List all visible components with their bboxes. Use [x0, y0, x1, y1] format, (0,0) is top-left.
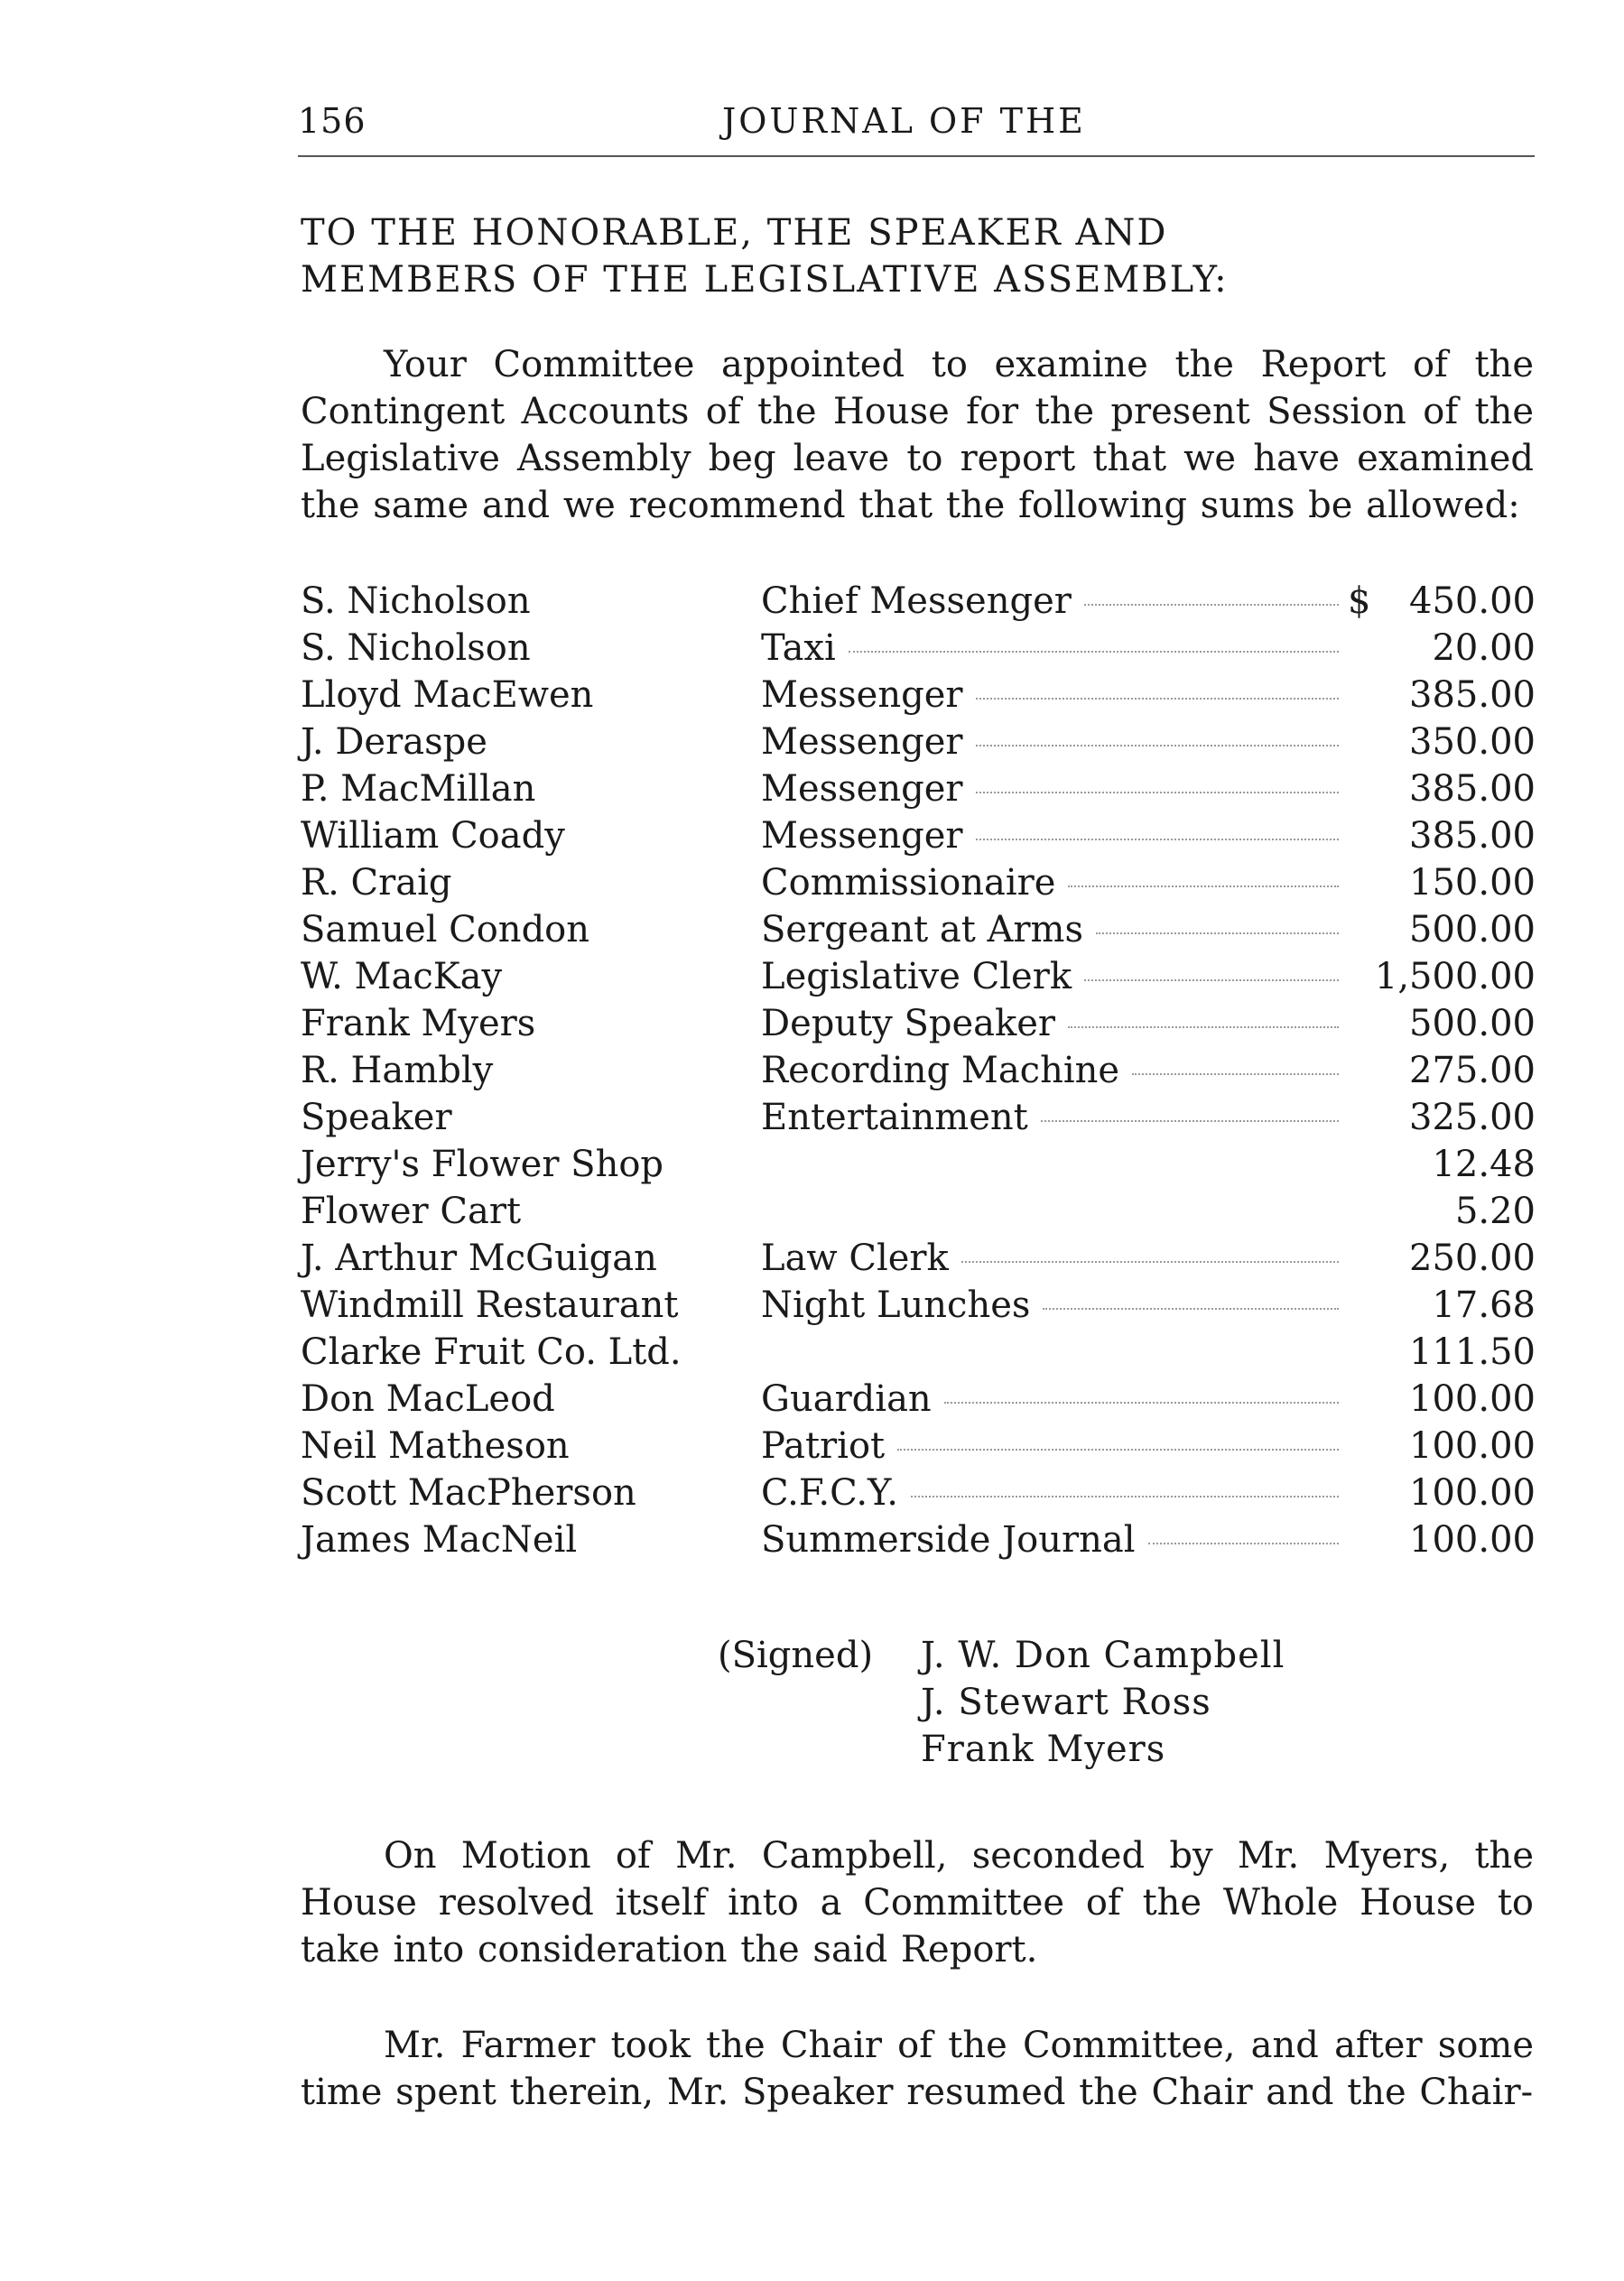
account-payee: Scott MacPherson — [301, 1472, 636, 1514]
dot-leader — [1148, 1543, 1339, 1544]
account-description-text: Deputy Speaker — [761, 1003, 1056, 1044]
account-amount: 250.00 — [1409, 1238, 1536, 1279]
account-payee: Flower Cart — [301, 1191, 522, 1232]
account-description-text: Night Lunches — [761, 1284, 1031, 1326]
account-amount: 5.20 — [1454, 1191, 1536, 1232]
dot-leader — [976, 792, 1339, 793]
account-payee: J. Arthur McGuigan — [301, 1238, 657, 1279]
account-row — [301, 1423, 1536, 1470]
account-amount: 275.00 — [1409, 1050, 1536, 1091]
dot-leader — [849, 651, 1339, 653]
account-payee: S. Nicholson — [301, 627, 531, 669]
account-amount: 500.00 — [1409, 909, 1536, 950]
signatories — [921, 1632, 1285, 1773]
account-description-text: Guardian — [761, 1378, 932, 1420]
address-heading — [301, 209, 1528, 303]
running-title: JOURNAL OF THE — [722, 101, 1086, 141]
account-description — [761, 672, 1339, 719]
account-description-text: C.F.C.Y. — [761, 1472, 898, 1514]
signed-label: (Signed) — [718, 1635, 874, 1676]
dot-leader — [1068, 886, 1339, 887]
dot-leader — [1096, 932, 1339, 934]
dot-leader — [961, 1261, 1339, 1263]
account-amount: 150.00 — [1409, 862, 1536, 904]
account-description — [761, 1423, 1339, 1470]
dot-leader — [944, 1402, 1339, 1404]
account-description-text: Legislative Clerk — [761, 956, 1072, 997]
signatory: J. Stewart Ross — [921, 1682, 1211, 1723]
account-row — [301, 1470, 1536, 1516]
currency-symbol: $ — [1348, 580, 1371, 622]
account-amount: 1,500.00 — [1374, 956, 1536, 997]
account-payee: S. Nicholson — [301, 580, 531, 622]
motion-paragraph: On Motion of Mr. Campbell, seconded by Mr. Myers, the House resolved itself into a Committee of the Whole House to take into consideration the said Report. — [301, 1835, 1534, 1970]
account-payee: Jerry's Flower Shop — [301, 1144, 664, 1185]
account-description — [761, 812, 1339, 859]
account-description — [761, 1235, 1339, 1282]
account-row — [301, 953, 1536, 1000]
account-row — [301, 672, 1536, 719]
account-description — [761, 578, 1339, 625]
dot-leader — [976, 839, 1339, 840]
account-description-text: Messenger — [761, 674, 963, 716]
account-row — [301, 1516, 1536, 1563]
account-amount: 350.00 — [1409, 721, 1536, 763]
account-description — [761, 1282, 1339, 1329]
account-description-text: Taxi — [761, 627, 836, 669]
signatory: J. W. Don Campbell — [921, 1635, 1285, 1676]
account-row — [301, 625, 1536, 672]
account-amount: 12.48 — [1432, 1144, 1536, 1185]
dot-leader — [1043, 1308, 1339, 1310]
account-payee: P. MacMillan — [301, 768, 536, 810]
account-row — [301, 1376, 1536, 1423]
account-payee: William Coady — [301, 815, 565, 857]
account-description — [761, 719, 1339, 765]
account-payee: J. Deraspe — [301, 721, 487, 763]
account-description-text: Messenger — [761, 721, 963, 763]
intro-paragraph: Your Committee appointed to examine the Report of the Contingent Accounts of the House for the present Session of the Legislative Assembly beg leave to report that we have examined the same and we recommend that the following sums be allowed: — [301, 344, 1534, 526]
account-payee: Frank Myers — [301, 1003, 536, 1044]
account-row — [301, 765, 1536, 812]
account-amount: 450.00 — [1409, 580, 1536, 622]
account-description — [761, 1376, 1339, 1423]
account-description-text: Messenger — [761, 768, 963, 810]
account-payee: Windmill Restaurant — [301, 1284, 679, 1326]
account-amount: 385.00 — [1409, 768, 1536, 810]
account-description-text: Chief Messenger — [761, 580, 1072, 622]
dot-leader — [1084, 979, 1339, 981]
chair-paragraph: Mr. Farmer took the Chair of the Committee, and after some time spent therein, Mr. Speaker resumed the Chair and the Chair- — [301, 2025, 1534, 2113]
account-amount: 385.00 — [1409, 674, 1536, 716]
account-payee: Speaker — [301, 1097, 452, 1138]
account-description-text: Entertainment — [761, 1097, 1028, 1138]
account-payee: Neil Matheson — [301, 1425, 570, 1467]
account-payee: R. Craig — [301, 862, 452, 904]
account-row — [301, 1141, 1536, 1188]
dot-leader — [897, 1449, 1339, 1451]
account-amount: 111.50 — [1409, 1331, 1536, 1373]
account-amount: 100.00 — [1409, 1472, 1536, 1514]
header-rule — [298, 155, 1535, 157]
dot-leader — [911, 1496, 1339, 1497]
account-description-text: Law Clerk — [761, 1238, 949, 1279]
address-line-1: TO THE HONORABLE, THE SPEAKER AND — [301, 212, 1168, 254]
account-payee: Clarke Fruit Co. Ltd. — [301, 1331, 682, 1373]
dot-leader — [1041, 1120, 1339, 1122]
running-head — [298, 101, 1535, 155]
account-description-text: Sergeant at Arms — [761, 909, 1083, 950]
page-number: 156 — [298, 101, 367, 141]
account-row — [301, 812, 1536, 859]
dot-leader — [976, 745, 1339, 746]
dot-leader — [1084, 604, 1339, 606]
account-amount: 500.00 — [1409, 1003, 1536, 1044]
account-description-text: Summerside Journal — [761, 1519, 1136, 1561]
account-description — [761, 625, 1339, 672]
account-row — [301, 1235, 1536, 1282]
account-payee: Lloyd MacEwen — [301, 674, 594, 716]
account-amount: 100.00 — [1409, 1378, 1536, 1420]
account-description-text: Messenger — [761, 815, 963, 857]
account-description-text: Commissionaire — [761, 862, 1056, 904]
account-description-text: Patriot — [761, 1425, 886, 1467]
account-row — [301, 859, 1536, 906]
account-row — [301, 719, 1536, 765]
account-row — [301, 1047, 1536, 1094]
dot-leader — [976, 698, 1339, 700]
account-payee: W. MacKay — [301, 956, 503, 997]
account-payee: R. Hambly — [301, 1050, 494, 1091]
account-amount: 20.00 — [1432, 627, 1536, 669]
account-description — [761, 859, 1339, 906]
account-payee: Samuel Condon — [301, 909, 590, 950]
signatory: Frank Myers — [921, 1729, 1166, 1770]
accounts-list — [301, 578, 1536, 1563]
address-line-2: MEMBERS OF THE LEGISLATIVE ASSEMBLY: — [301, 259, 1229, 301]
account-description — [761, 953, 1339, 1000]
account-row — [301, 578, 1536, 625]
account-description — [761, 1470, 1339, 1516]
account-payee: Don MacLeod — [301, 1378, 555, 1420]
account-amount: 100.00 — [1409, 1425, 1536, 1467]
account-description — [761, 1000, 1339, 1047]
account-description — [761, 765, 1339, 812]
account-row — [301, 906, 1536, 953]
account-amount: 17.68 — [1432, 1284, 1536, 1326]
account-description-text: Recording Machine — [761, 1050, 1120, 1091]
account-payee: James MacNeil — [301, 1519, 578, 1561]
account-description — [761, 1047, 1339, 1094]
account-row — [301, 1188, 1536, 1235]
account-row — [301, 1282, 1536, 1329]
account-description — [761, 906, 1339, 953]
account-amount: 325.00 — [1409, 1097, 1536, 1138]
account-amount: 100.00 — [1409, 1519, 1536, 1561]
account-amount: 385.00 — [1409, 815, 1536, 857]
account-description — [761, 1094, 1339, 1141]
dot-leader — [1132, 1073, 1339, 1075]
account-description — [761, 1516, 1339, 1563]
dot-leader — [1068, 1026, 1339, 1028]
account-row — [301, 1000, 1536, 1047]
account-row — [301, 1094, 1536, 1141]
account-row — [301, 1329, 1536, 1376]
